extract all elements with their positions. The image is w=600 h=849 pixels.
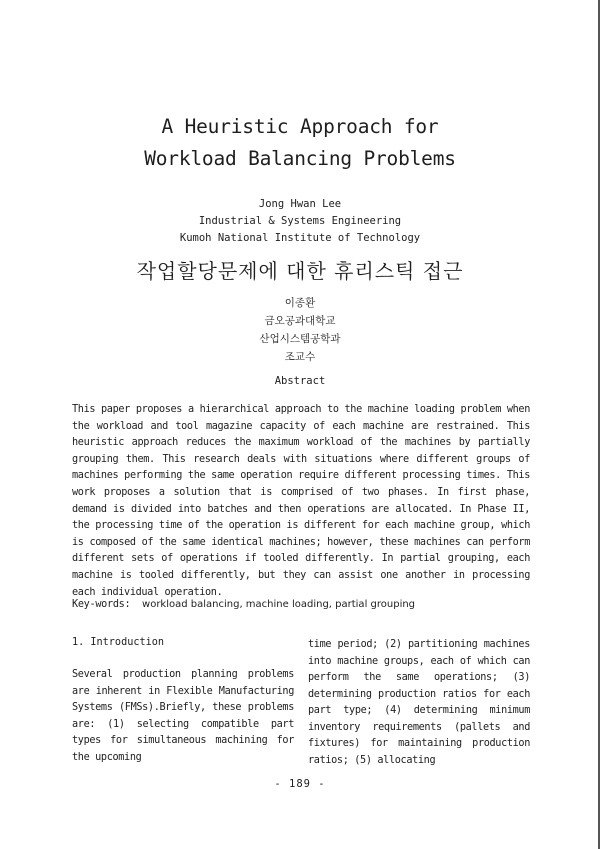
korean-author-name: 이종환: [284, 297, 316, 309]
keywords-values: workload balancing, machine loading, partial grouping: [142, 599, 416, 610]
introduction-left-column: Several production planning problems are inherent in Flexible Manufacturing Systems (FMSs).Briefly, these problems are: (1) selecting compatible part types for simultaneous machining for the upcoming: [72, 669, 294, 763]
abstract-body: This paper proposes a hierarchical approach to the machine loading problem when the workload and tool magazine capacity of each machine are restrained. This heuristic approach reduces the maximum workload of the machines by partially grouping them. This research deals with situations where different groups of machines performing the same operation require different processing times. This work proposes a solution that is comprised of two phases. In first phase, demand is divided into batches and then operations are allocated. In Phase II, the processing time of the operation is different for each machine group, which is composed of the same identical machines; however, these machines can perform different sets of operations if tooled differently. In partial grouping, each machine is tooled differently, but they can assist one another in processing each individual operation.: [72, 404, 530, 598]
korean-title: 작업할당문제에 대한 휴리스틱 접근: [136, 259, 464, 283]
keywords: [72, 599, 415, 610]
paper-title-line-2: Workload Balancing Problems: [144, 147, 456, 170]
abstract-heading: Abstract: [274, 375, 326, 387]
author-institution: Kumoh National Institute of Technology: [179, 232, 421, 244]
keywords-label: Key-words:: [72, 599, 131, 610]
korean-department: 산업시스템공학과: [259, 333, 341, 345]
korean-institution: 금오공과대학교: [264, 315, 336, 327]
korean-position: 조교수: [284, 351, 316, 363]
paper-title-line-1: A Heuristic Approach for: [161, 115, 439, 138]
section-heading-introduction: 1. Introduction: [72, 637, 165, 648]
page-number: - 189 -: [274, 778, 326, 790]
author-name: Jong Hwan Lee: [258, 198, 342, 210]
introduction-right-column: time period; (2) partitioning machines into machine groups, each of which can perform the same operations; (3) determining production ratios for each part type; (4) determining minimum inventory requirements (pallets and fixtures) for maintaining production ratios; (5) allocating: [308, 639, 530, 766]
author-department: Industrial & Systems Engineering: [198, 215, 402, 227]
